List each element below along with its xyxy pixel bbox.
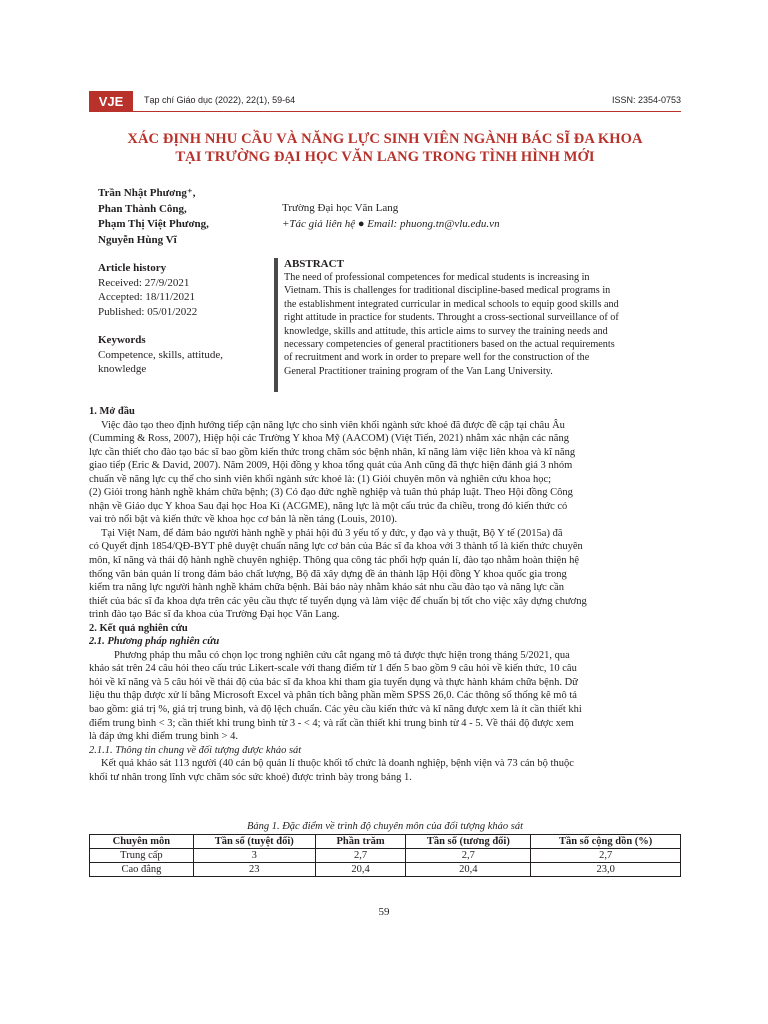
paragraph-line: nhận về Giáo dục Y khoa Sau đại học Hoa Kì (ACGME), năng lực là một cấu trúc đa chiều, trong đó kiến thức có (89, 500, 568, 512)
page-number: 59 (378, 906, 390, 918)
history-heading: Article history (98, 262, 167, 274)
abstract-line: the establishment integrated curricular in medical schools to equip good skills and (284, 298, 619, 310)
affiliation (282, 201, 500, 232)
received-date: Received: 27/9/2021 (98, 276, 190, 289)
keywords-line: Competence, skills, attitude, (98, 348, 223, 361)
paragraph-line: điểm trung bình < 3; cần thiết khi trung bình từ 3 - < 4; và rất cần thiết khi trung bình từ 4 - 5. Về thái độ được xem (89, 717, 574, 729)
keywords-line: knowledge (98, 363, 147, 375)
table-cell: Trung cấp (90, 849, 194, 863)
table-header-cell: Chuyên môn (90, 835, 194, 849)
journal-reference: Tạp chí Giáo dục (2022), 22(1), 59-64 (144, 95, 296, 105)
paragraph-line: có Quyết định 1854/QĐ-BYT phê duyệt chuẩn năng lực cơ bản của Bác sĩ đa khoa với 3 thành tố là kiến thức chuyên (89, 541, 583, 553)
article-title (60, 130, 710, 166)
journal-header (89, 91, 681, 112)
published-date: Published: 05/01/2022 (98, 305, 198, 318)
paragraph-line: khảo sát trên 24 câu hỏi theo cấu trúc Likert-scale với thang điểm từ 1 đến 5 bao gồm 9 câu hỏi về kiến thức, 10 câu (89, 663, 577, 675)
abstract-body (284, 271, 674, 378)
keywords (98, 333, 258, 377)
table-cell: 23 (193, 863, 315, 877)
paragraph-line: vai trò nổi bật và kiến thức về khoa học cơ bản là nền tảng (Louis, 2010). (89, 514, 398, 526)
qualification-table (89, 834, 681, 877)
abstract-line: knowledge, skills and attitude, this article aims to survey the training needs and (284, 325, 608, 337)
table-row (90, 863, 681, 877)
table-header-cell: Tần số cộng dồn (%) (531, 835, 681, 849)
paragraph-line: hỏi về kĩ năng và 5 câu hỏi về thái độ của bác sĩ đa khoa khi tham gia tuyển dụng và thực hành khám chữa bệnh. Dữ (89, 676, 578, 688)
paragraph-line: thiết của bác sĩ đa khoa dựa trên các yêu cầu thực tế tuyển dụng và làm việc để chuẩn bị tốt cho việc xây dựng chương (89, 595, 587, 607)
abstract-line: right attitude in practice for students. Throught a cross-sectional surveillance of of (284, 312, 619, 324)
header-rule (133, 111, 681, 112)
table-cell: 23,0 (531, 863, 681, 877)
paragraph-line: giao tiếp (Eric & David, 2007). Năm 2009, Hội đồng y khoa tổng quát của Anh cũng đã thực hiện đánh giá 3 nhóm (89, 460, 573, 472)
abstract-line: The need of professional competences for medical students is increasing in (284, 272, 590, 283)
article-history (98, 261, 197, 319)
paragraph-line: trình đào tạo Bác sĩ đa khoa của Trường Đại học Văn Lang. (89, 609, 340, 621)
author-list (98, 186, 209, 248)
author: Nguyễn Hùng Vĩ (98, 233, 177, 246)
paragraph-line: khối tư nhân trong lĩnh vực chăm sóc sức khoẻ) được trình bày trong bảng 1. (89, 771, 412, 783)
table-header-cell: Phần trăm (315, 835, 406, 849)
table-header-row (90, 835, 681, 849)
table-cell: Cao đẳng (90, 863, 194, 877)
paragraph-line: môn, kĩ năng và thái độ hành nghề chuyên nghiệp. Thông qua công tác phối hợp quản lí, đào tạo nhằm hoàn thiện hệ (89, 555, 579, 567)
paragraph-line: Kết quả khảo sát 113 người (40 cán bộ quản lí thuộc khối tổ chức là doanh nghiệp, bệnh viện và 73 cán bộ thuộc (101, 758, 574, 770)
table-row (90, 849, 681, 863)
table-cell: 2,7 (315, 849, 406, 863)
paragraph-line: là đáp ứng khi điểm trung bình > 4. (89, 731, 238, 743)
paragraph-line: (2) Giỏi trong hành nghề khám chữa bệnh; (3) Có đạo đức nghề nghiệp và tuân thủ pháp luật. Theo Hội đồng Công (89, 487, 573, 499)
abstract-line: General Practitioner training program of the Van Lang University. (284, 365, 553, 377)
paragraph-line: liệu thu thập được xử lí bằng Microsoft Excel và phân tích bằng phần mềm SPSS 26,0. Các thông số thống kê mô tả (89, 690, 577, 702)
section-heading: 1. Mở đầu (89, 406, 135, 417)
journal-badge: VJE (89, 91, 133, 112)
table-cell: 20,4 (315, 863, 406, 877)
paragraph-line: lực cần thiết cho đào tạo bác sĩ bao gồm kiến thức trong chăm sóc bệnh nhân, kĩ năng làm việc liên khoa và kĩ năng (89, 446, 576, 458)
abstract-line: necessary competencies of general practitioners based on the actual requirements (284, 339, 615, 351)
paragraph-line: bao gồm: giá trị %, giá trị trung bình, và độ lệch chuẩn. Các yêu cầu kiến thức và kĩ năng được xem là ít cần thiết khi (89, 704, 582, 716)
paragraph-line: (Cumming & Ross, 2007), Hiệp hội các Trường Y khoa Mỹ (AACOM) (Việt Tiến, 2021) nhằm xác nhận các năng (89, 433, 569, 445)
table-cell: 2,7 (406, 849, 531, 863)
abstract-heading: ABSTRACT (284, 258, 344, 270)
article-body (89, 405, 681, 784)
author: Trần Nhật Phương⁺, (98, 187, 196, 199)
author: Phan Thành Công, (98, 202, 187, 215)
issn: ISSN: 2354-0753 (611, 95, 681, 105)
paragraph-line: chuẩn về năng lực cụ thể cho sinh viên khối ngành sức khoẻ là: (1) Giỏi chuyên môn và nghiên cứu khoa học; (89, 473, 552, 485)
paragraph-line: kiểm tra năng lực người hành nghề khám chữa bệnh. Bài báo này nhằm khảo sát nhu cầu đào tạo và năng lực cần (89, 582, 565, 594)
subsection-heading: 2.1. Phương pháp nghiên cứu (89, 636, 220, 648)
table-cell: 3 (193, 849, 315, 863)
table-header-cell: Tần số (tuyệt đối) (193, 835, 315, 849)
paragraph-line: Phương pháp thu mẫu có chọn lọc trong nghiên cứu cắt ngang mô tả được thực hiện trong tháng 5/2021, qua (114, 649, 570, 661)
section-heading: 2. Kết quả nghiên cứu (89, 622, 188, 634)
table-caption: Bảng 1. Đặc điểm về trình độ chuyên môn của đối tượng khảo sát (246, 821, 524, 832)
title-line-2: TẠI TRƯỜNG ĐẠI HỌC VĂN LANG TRONG TÌNH HÌNH MỚI (175, 149, 595, 165)
paragraph-line: Tại Việt Nam, để đảm bảo người hành nghề y phải hội đủ 3 yếu tố y đức, y đạo và y thuật, Bộ Y tế (2015a) đã (101, 527, 563, 539)
keywords-heading: Keywords (98, 334, 146, 346)
abstract-box (274, 258, 674, 392)
subsubsection-heading: 2.1.1. Thông tin chung về đối tượng được khảo sát (89, 744, 302, 756)
table-cell: 20,4 (406, 863, 531, 877)
paragraph-line: thống văn bản quản lí trong đảm bảo chất lượng, Bộ đã xây dựng đề án thành lập Hội đồng Y khoa quốc gia trong (89, 568, 567, 580)
title-line-1: XÁC ĐỊNH NHU CẦU VÀ NĂNG LỰC SINH VIÊN NGÀNH BÁC SĨ ĐA KHOA (127, 131, 643, 147)
contact-email: +Tác giả liên hệ ● Email: phuong.tn@vlu.edu.vn (282, 217, 500, 230)
paragraph-line: Việc đào tạo theo định hướng tiếp cận năng lực cho sinh viên khối ngành sức khoẻ đã được đề cập tại châu Âu (101, 419, 565, 431)
author: Phạm Thị Việt Phương, (98, 218, 209, 230)
abstract-line: of recruitment and work in order to prepare well for the construction of the (284, 352, 590, 364)
table-cell: 2,7 (531, 849, 681, 863)
abstract-line: Vietnam. This is challenges for traditional discipline-based medical programs in (284, 285, 611, 297)
institution: Trường Đại học Văn Lang (282, 202, 399, 214)
table-header-cell: Tần số (tương đối) (406, 835, 531, 849)
accepted-date: Accepted: 18/11/2021 (98, 291, 196, 303)
